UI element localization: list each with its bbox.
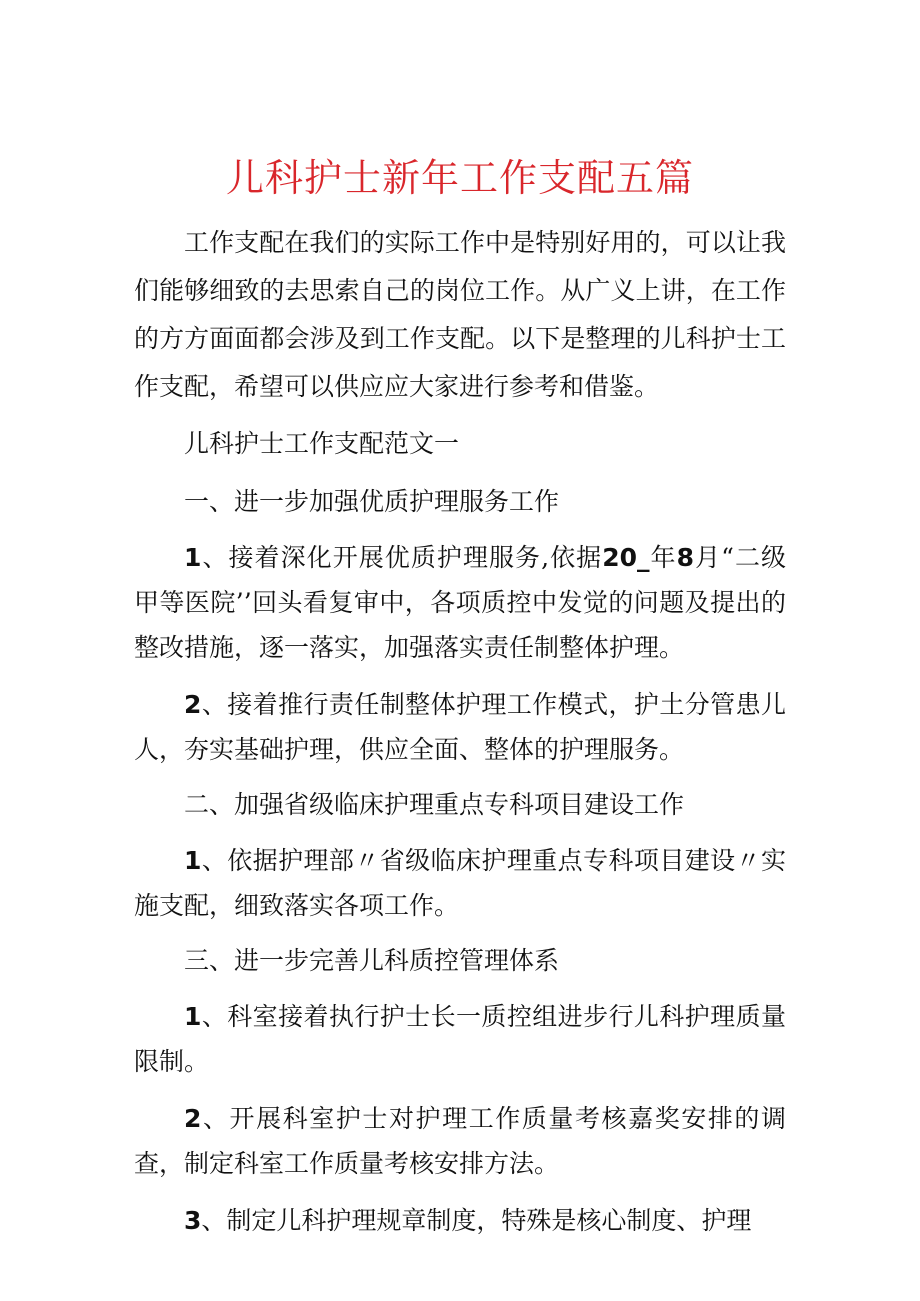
item-text: 、开展科室护士对护理工作质量考核嘉奖安排的调查，制定科室工作质量考核安排方法。 [134,1104,786,1178]
section-heading-1: 一、进一步加强优质护理服务工作 [184,487,560,516]
item-number: 1 [184,1002,202,1031]
item-text: 、依据护理部〃省级临床护理重点专科项目建设〃实施支配，细致落实各项工作。 [134,846,786,920]
item-month: 8 [676,543,695,572]
section-3-item-3 [134,1198,786,1243]
item-text-mid: 年 [649,543,677,572]
section-1-item-2 [134,682,786,772]
document-title: 儿科护士新年工作支配五篇 [225,156,694,200]
item-text: 、接着推行责任制整体护理工作模式，护土分管患儿人，夯实基础护理，供应全面、整体的护理服务。 [134,690,786,764]
item-text: 、制定儿科护理规章制度，特殊是核心制度、护理 [201,1206,752,1235]
item-number: 2 [184,690,202,719]
document-body [134,219,786,1243]
section-1-item-1 [134,535,786,670]
example-heading: 儿科护士工作支配范文一 [184,429,460,458]
item-text-rest: 月“二级甲等医院’’回头看复审中，各项质控中发觉的问题及提出的整改措施，逐一落实，加强落实责任制整体护理。 [134,543,786,662]
item-text: 、科室接着执行护士长一质控组进步行儿科护理质量限制。 [134,1002,786,1076]
item-number: 1 [184,846,202,875]
item-number: 3 [184,1206,202,1235]
item-number: 1 [184,543,202,572]
item-text: 、接着深化开展优质护理服务,依据 [201,543,603,572]
item-number: 2 [184,1104,202,1133]
section-heading-2: 二、加强省级临床护理重点专科项目建设工作 [184,790,685,819]
item-year: 20_ [602,543,650,572]
section-2-item-1 [134,838,786,928]
section-3-item-2 [134,1096,786,1186]
section-heading-3: 三、进一步完善儿科质控管理体系 [184,946,560,975]
intro-paragraph: 工作支配在我们的实际工作中是特别好用的，可以让我们能够细致的去思索自己的岗位工作。从广义上讲，在工作的方方面面都会涉及到工作支配。以下是整理的儿科护士工作支配，希望可以供应应大家进行参考和借鉴。 [134,228,786,401]
section-3-item-1 [134,994,786,1084]
